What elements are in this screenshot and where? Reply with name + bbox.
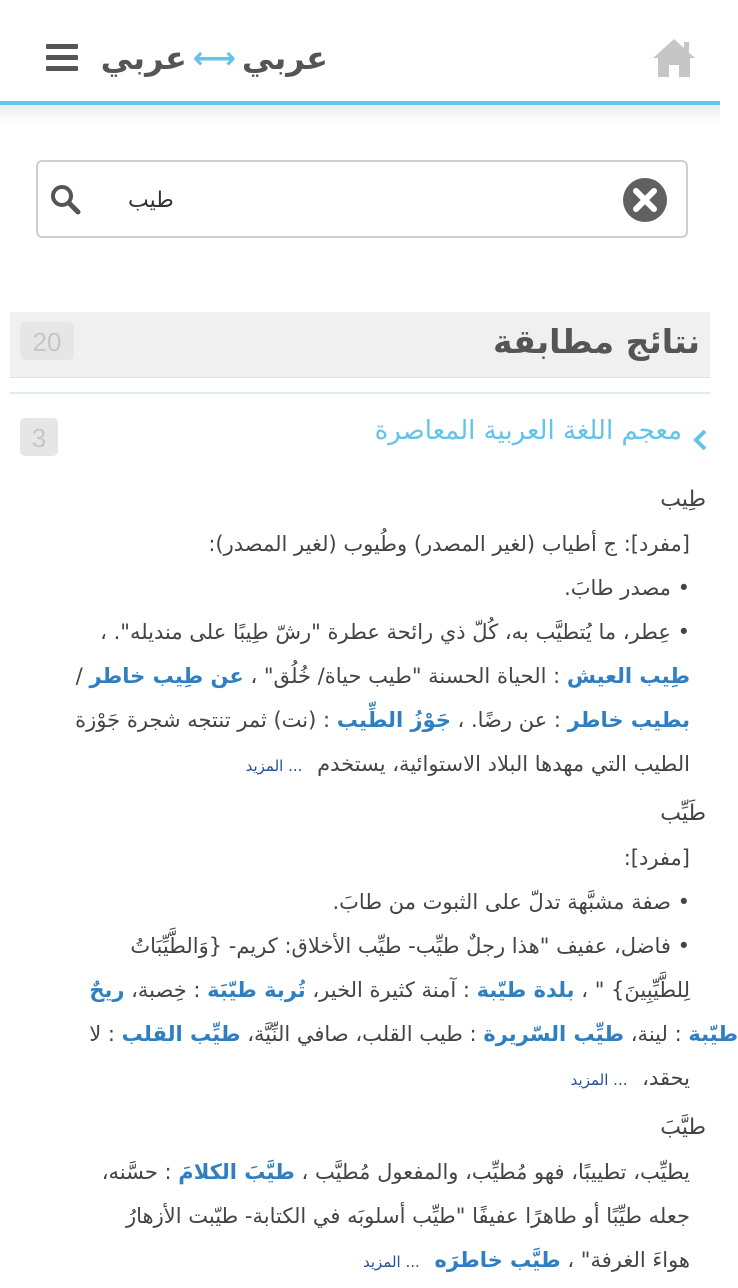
phrase-link[interactable]: ريحٌ — [89, 978, 125, 1002]
search-icon[interactable] — [48, 182, 82, 216]
phrase-link[interactable]: جَوْزُ الطِّيب — [336, 708, 451, 732]
phrase-link[interactable]: طيَّب خاطرَه — [434, 1248, 561, 1272]
more-link[interactable]: ... المزيد — [362, 1253, 420, 1271]
entry-text: : حسَّنه، — [101, 1160, 172, 1184]
entry — [14, 1106, 706, 1284]
phrase-link[interactable]: طيَّبَ الكلامَ — [178, 1160, 295, 1184]
entry-headword: طيَّبَ — [660, 1115, 706, 1140]
entry-text: : آمنة كثيرة الخير، — [312, 978, 470, 1002]
home-icon — [650, 36, 698, 80]
phrase-link[interactable]: عن طِيب خاطر — [89, 664, 244, 688]
more-link[interactable]: ... المزيد — [245, 757, 303, 775]
entry-line: • فاضل، عفيف "هذا رجلٌ طيِّب- طيِّب الأخلاق: كريم- {وَالطَّيِّبَاتُ — [130, 934, 690, 958]
title-target-language: عربي — [100, 39, 187, 77]
entry-line — [14, 1238, 690, 1284]
entry-line — [14, 654, 690, 698]
chevron-left-icon — [692, 428, 708, 452]
entry — [14, 478, 706, 788]
entry-body — [14, 1150, 690, 1284]
results-title: نتائج مطابقة — [492, 322, 700, 361]
phrase-link[interactable]: طيِّب السّريرة — [483, 1022, 625, 1046]
entry-line — [14, 1056, 690, 1102]
header-shadow — [0, 105, 720, 123]
entry-text: يحقد، — [642, 1066, 690, 1090]
phrase-link[interactable]: طيّبة — [688, 1022, 738, 1046]
entry-line: [مفرد]: ج أطياب (لغير المصدر) وطُيوب (لغير المصدر): — [208, 532, 690, 556]
entry-text: : الحياة الحسنة "طيب حياة/ خُلُق" ، — [250, 664, 561, 688]
entry-body — [14, 522, 690, 788]
results-count-badge: 20 — [20, 322, 74, 360]
entry-text: : طيب القلب، صافي النِّيَّة، — [247, 1022, 477, 1046]
title-source-language: عربي — [241, 39, 328, 77]
search-box — [36, 160, 688, 238]
entry-line: • مصدر طابَ. — [564, 576, 690, 600]
entry-text: : لا — [89, 1022, 115, 1046]
phrase-link[interactable]: بطيب خاطر — [567, 708, 690, 732]
entry-line — [14, 968, 690, 1012]
entry-line — [14, 1150, 690, 1194]
search-input[interactable] — [128, 178, 558, 222]
entry-text: : (نت) ثمر تنتجه شجرة جَوْزة — [75, 708, 331, 732]
entry-body — [14, 836, 738, 1102]
entry-text: : عن رضًا. ، — [457, 708, 561, 732]
dictionary-section-header[interactable] — [10, 414, 710, 460]
swap-arrow-icon: ⟷ — [192, 40, 236, 76]
entries-list — [14, 478, 738, 1288]
entry-text: لِلطَّيِّبِينَ} " ، — [581, 978, 690, 1002]
phrase-link[interactable]: تُربة طيّبَة — [207, 978, 306, 1002]
more-link[interactable]: ... المزيد — [570, 1071, 628, 1089]
top-app-bar — [0, 0, 720, 102]
divider — [10, 392, 710, 394]
entry-text: / — [75, 664, 83, 688]
phrase-link[interactable]: طِيب العيش — [566, 664, 690, 688]
entry-headword: طِيب — [660, 487, 706, 512]
entry-headword: طَيِّب — [660, 801, 706, 826]
entry-text: : لينة، — [630, 1022, 682, 1046]
entry-text: هواءَ الغرفة" ، — [567, 1248, 690, 1272]
menu-button[interactable] — [46, 44, 78, 72]
entry-text: : خِصبة، — [131, 978, 201, 1002]
entry-line — [14, 1012, 738, 1056]
entry-text: يطيِّب، تطييبًا، فهو مُطيِّب، والمفعول مُطيَّب ، — [301, 1160, 690, 1184]
results-header — [10, 312, 710, 378]
dictionary-title: معجم اللغة العربية المعاصرة — [374, 416, 682, 446]
app-title — [100, 34, 328, 82]
home-button[interactable] — [650, 36, 698, 80]
entry-text: الطيب التي مهدها البلاد الاستوائية، يستخدم — [317, 752, 690, 776]
entry-line: جعله طيِّبًا أو طاهرًا عفيفًا "طيِّب أسلوبَه في الكتابة- طيّبت الأزهارُ — [126, 1204, 690, 1228]
entry-line — [14, 742, 690, 788]
entry-line: [مفرد]: — [623, 846, 690, 870]
dictionary-count-badge: 3 — [20, 418, 58, 456]
clear-icon[interactable] — [622, 177, 668, 223]
entry-line: • صفة مشبَّهة تدلّ على الثبوت من طابَ. — [332, 890, 690, 914]
entry-line — [14, 698, 690, 742]
entry — [14, 792, 738, 1102]
phrase-link[interactable]: طيِّب القلب — [121, 1022, 241, 1046]
phrase-link[interactable]: بلدة طيّبة — [476, 978, 575, 1002]
entry-line: • عِطر، ما يُتطيَّب به، كُلّ ذي رائحة عطرة "رشّ طِيبًا على منديله". ، — [100, 620, 690, 644]
